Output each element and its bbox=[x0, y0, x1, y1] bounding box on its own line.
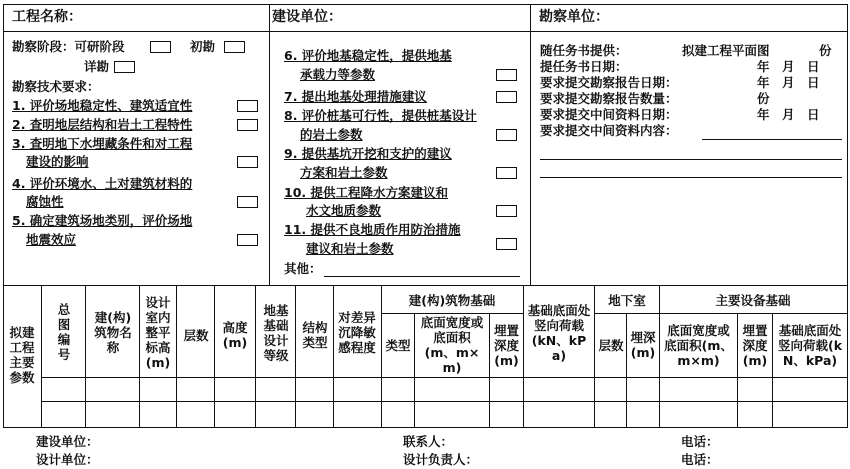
requirement-10: 10. 提供工程降水方案建议和 bbox=[284, 185, 448, 200]
requirement-8: 8. 评价桩基可行性，提供桩基设计 bbox=[284, 108, 477, 123]
col-building-name: 建(构)筑物名称 bbox=[94, 309, 132, 355]
interim-date-label: 要求提交中间资料日期： bbox=[540, 107, 678, 122]
report-count-value: 份 bbox=[757, 91, 770, 106]
report-date-value: 年 月 日 bbox=[757, 75, 820, 90]
survey-task-form bbox=[3, 4, 848, 428]
interim-fill-line[interactable] bbox=[702, 139, 842, 140]
divider bbox=[594, 313, 847, 314]
requirement-1-checkbox[interactable] bbox=[237, 100, 258, 112]
interim-date-value: 年 月 日 bbox=[757, 107, 820, 122]
survey-unit-label: 勘察单位： bbox=[539, 9, 609, 25]
requirement-7: 7. 提出地基处理措施建议 bbox=[284, 89, 427, 104]
requirement-11-checkbox[interactable] bbox=[496, 238, 517, 250]
requirement-7-checkbox[interactable] bbox=[496, 91, 517, 103]
col-settlement-sensitivity: 对差异沉降敏感程度 bbox=[338, 309, 376, 355]
requirement-8-checkbox[interactable] bbox=[496, 129, 517, 141]
divider bbox=[269, 5, 270, 285]
requirement-8-cont: 的岩土参数 bbox=[300, 127, 363, 142]
requirements-title: 勘察技术要求： bbox=[12, 79, 100, 94]
divider bbox=[139, 285, 140, 427]
task-date-label: 提任务书日期： bbox=[540, 59, 628, 74]
divider bbox=[530, 5, 531, 285]
col-foundation-grade: 地基基础设计等级 bbox=[263, 303, 289, 363]
requirement-1: 1. 评价场地稳定性、建筑适宜性 bbox=[12, 98, 193, 113]
col-equipment-depth: 埋置深度(m) bbox=[742, 322, 768, 368]
requirement-3: 3. 查明地下水埋藏条件和对工程 bbox=[12, 136, 193, 151]
col-height: 高度(m) bbox=[222, 320, 248, 350]
owner-label: 建设单位： bbox=[272, 9, 342, 25]
divider bbox=[381, 313, 523, 314]
requirement-11: 11. 提供不良地质作用防治措施 bbox=[284, 222, 461, 237]
attach-unit: 份 bbox=[819, 43, 832, 58]
task-date-value: 年 月 日 bbox=[757, 59, 820, 74]
requirement-9: 9. 提供基坑开挖和支护的建议 bbox=[284, 146, 452, 161]
detailed-label: 详勘 bbox=[84, 59, 110, 74]
interim-fill-line[interactable] bbox=[540, 159, 842, 160]
project-name-label: 工程名称： bbox=[12, 9, 82, 25]
divider bbox=[41, 285, 42, 427]
interim-fill-line[interactable] bbox=[540, 177, 842, 178]
col-basement-floors: 层数 bbox=[598, 337, 624, 353]
requirement-11-cont: 建议和岩土参数 bbox=[306, 241, 394, 256]
requirement-10-checkbox[interactable] bbox=[496, 205, 517, 217]
requirement-5: 5. 确定建筑场地类别，评价场地 bbox=[12, 213, 193, 228]
col-equipment-area: 底面宽度或底面积(m、m×m) bbox=[664, 322, 733, 368]
report-count-label: 要求提交勘察报告数量： bbox=[540, 91, 678, 106]
requirement-4-cont: 腐蚀性 bbox=[26, 194, 64, 209]
divider bbox=[255, 285, 256, 427]
requirement-5-checkbox[interactable] bbox=[237, 234, 258, 246]
requirement-4-checkbox[interactable] bbox=[237, 196, 258, 208]
feasibility-checkbox[interactable] bbox=[150, 41, 171, 53]
initial-checkbox[interactable] bbox=[224, 41, 245, 53]
requirement-5-cont: 地震效应 bbox=[26, 232, 77, 247]
attach-label: 随任务书提供： bbox=[540, 43, 628, 58]
col-drawing-no: 总图编号 bbox=[57, 302, 71, 362]
other-label: 其他： bbox=[284, 261, 322, 276]
col-floors: 层数 bbox=[183, 327, 209, 343]
requirement-6-checkbox[interactable] bbox=[496, 69, 517, 81]
requirement-3-cont: 建设的影响 bbox=[26, 154, 89, 169]
report-date-label: 要求提交勘察报告日期： bbox=[540, 75, 678, 90]
requirement-6-cont: 承载力等参数 bbox=[300, 67, 376, 82]
requirement-9-cont: 方案和岩土参数 bbox=[300, 165, 388, 180]
col-foundation-type: 类型 bbox=[385, 337, 411, 353]
footer-design-lead: 设计负责人： bbox=[403, 452, 479, 467]
col-structure-type: 结构类型 bbox=[302, 320, 328, 350]
footer-designer: 设计单位： bbox=[36, 452, 99, 467]
divider bbox=[85, 285, 86, 427]
divider bbox=[214, 285, 215, 427]
divider bbox=[4, 285, 847, 286]
divider bbox=[295, 285, 296, 427]
divider bbox=[4, 31, 847, 32]
requirement-9-checkbox[interactable] bbox=[496, 167, 517, 179]
attach-value: 拟建工程平面图 bbox=[682, 43, 770, 58]
divider bbox=[176, 285, 177, 427]
requirement-4: 4. 评价环境水、土对建筑材料的 bbox=[12, 176, 193, 191]
stage-label: 勘察阶段：可研阶段 bbox=[12, 39, 125, 54]
divider bbox=[41, 377, 847, 378]
other-fill-line[interactable] bbox=[324, 276, 520, 277]
col-group-equipment: 主要设备基础 bbox=[715, 292, 791, 308]
col-foundation-area: 底面宽度或底面积(m、m×m) bbox=[420, 315, 484, 375]
requirement-10-cont: 水文地质参数 bbox=[306, 203, 382, 218]
requirement-3-checkbox[interactable] bbox=[237, 156, 258, 168]
footer-phone-1: 电话： bbox=[681, 434, 719, 449]
footer-phone-2: 电话： bbox=[681, 452, 719, 467]
col-vertical-load: 基础底面处竖向荷载(kN、kPa) bbox=[527, 303, 591, 363]
col-equipment-load: 基础底面处竖向荷载(kN、kPa) bbox=[777, 322, 843, 368]
col-group-foundation: 建(构)筑物基础 bbox=[408, 292, 496, 308]
col-basement-depth: 埋深(m) bbox=[630, 330, 656, 360]
interim-content-label: 要求提交中间资料内容： bbox=[540, 123, 678, 138]
row-header: 拟建工程主要参数 bbox=[9, 325, 35, 385]
divider bbox=[41, 401, 847, 402]
col-foundation-depth: 埋置深度(m) bbox=[493, 322, 519, 368]
requirement-2-checkbox[interactable] bbox=[237, 119, 258, 131]
col-design-elevation: 设计室内整平标高(m) bbox=[145, 294, 171, 370]
detailed-checkbox[interactable] bbox=[114, 61, 135, 73]
requirement-2: 2. 查明地层结构和岩土工程特性 bbox=[12, 117, 193, 132]
requirement-6: 6. 评价地基稳定性，提供地基 bbox=[284, 48, 452, 63]
initial-label: 初勘 bbox=[190, 39, 216, 54]
col-group-basement: 地下室 bbox=[608, 292, 646, 308]
footer-contact: 联系人： bbox=[403, 434, 454, 449]
footer-owner: 建设单位： bbox=[36, 434, 99, 449]
